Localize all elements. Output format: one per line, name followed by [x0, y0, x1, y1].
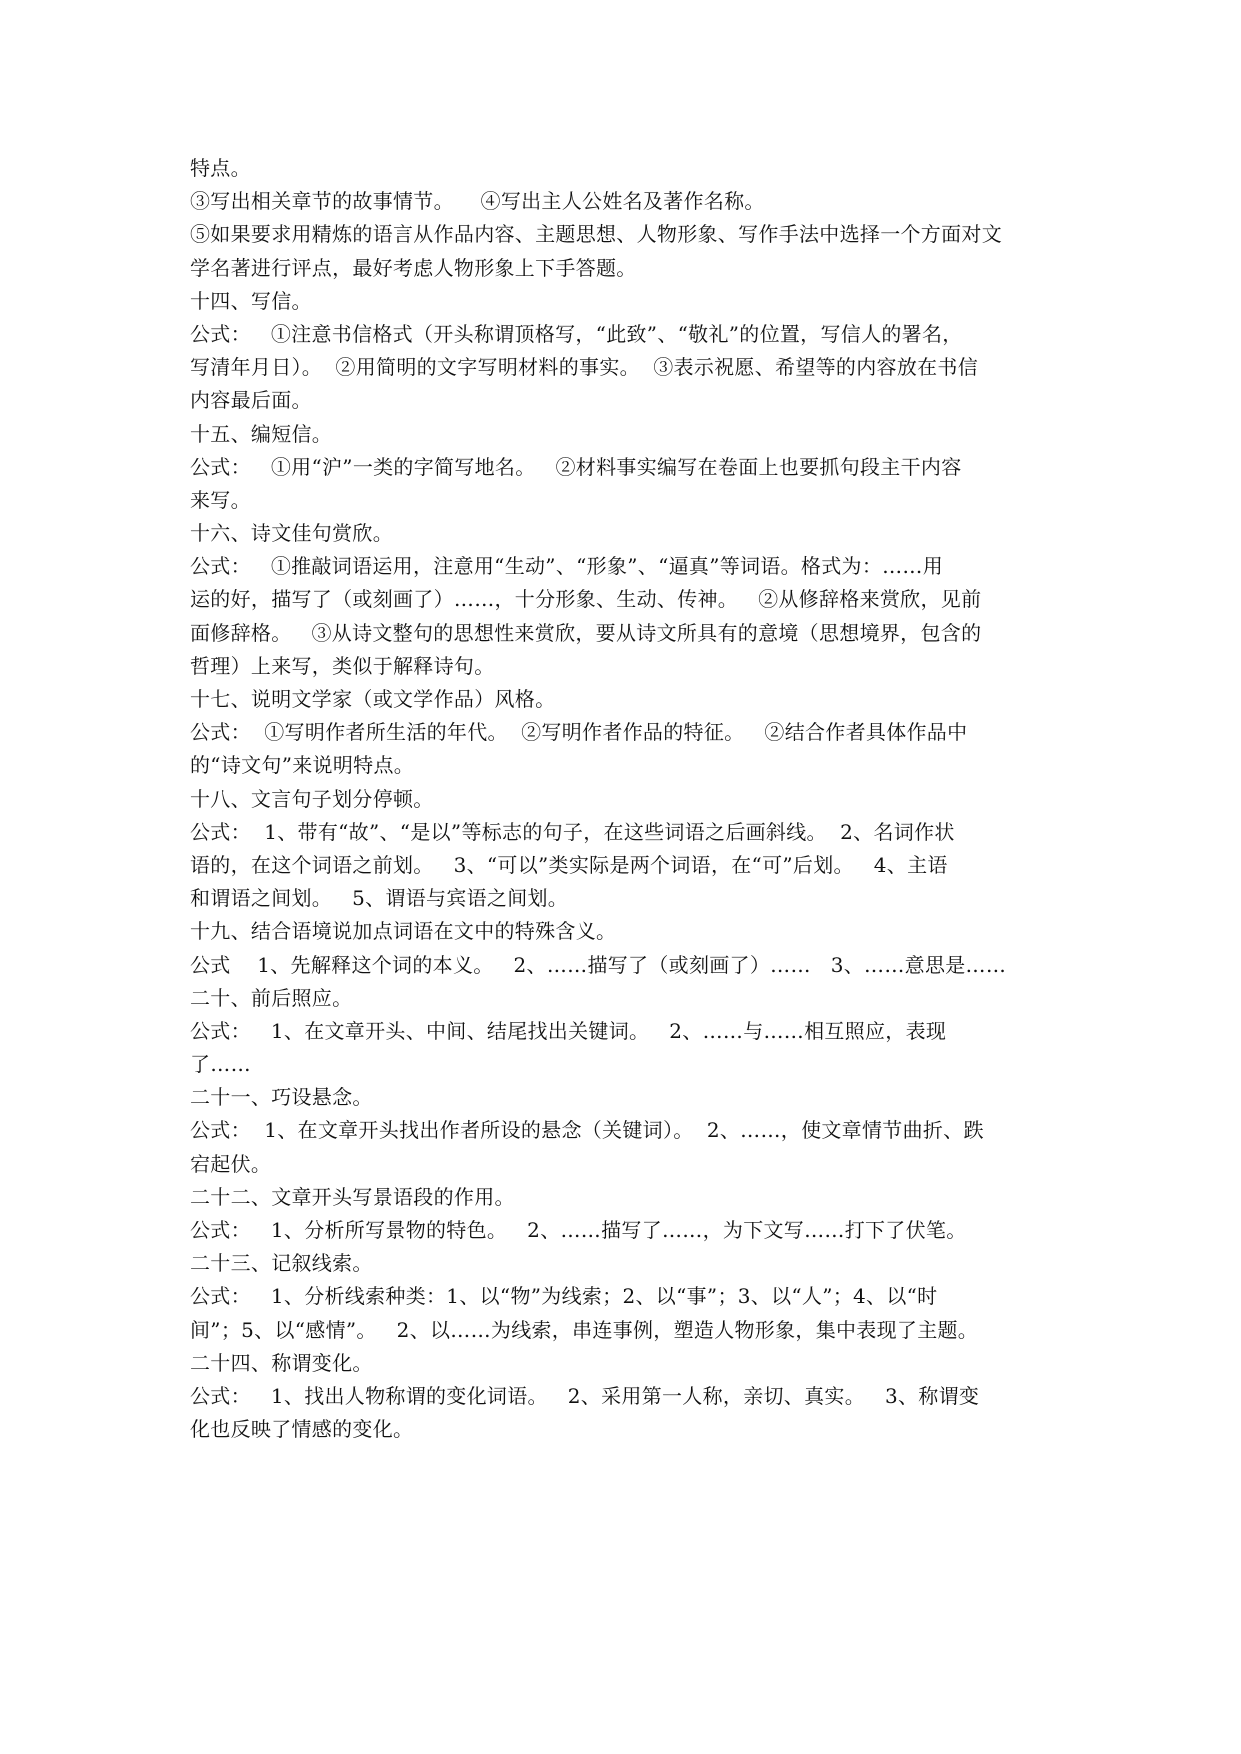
text-line: 了…… — [190, 1052, 251, 1077]
section-heading: 十五、编短信。 — [190, 421, 333, 446]
text-line: 公式： ①注意书信格式（开头称谓顶格写，“此致”、“敬礼”的位置，写信人的署名， — [190, 321, 963, 346]
text-line: 公式： 1、找出人物称谓的变化词语。 2、采用第一人称，亲切、真实。 3、称谓变 — [190, 1383, 980, 1408]
section-heading: 二十一、巧设悬念。 — [190, 1085, 373, 1110]
section-heading: 十四、写信。 — [190, 288, 312, 313]
text-line: 的“诗文句”来说明特点。 — [190, 753, 415, 778]
text-line: 间”；5、以“感情”。 2、以……为线索，串连事例，塑造人物形象，集中表现了主题。 — [190, 1317, 979, 1342]
section-heading: 二十、前后照应。 — [190, 985, 353, 1010]
text-line: 运的好，描写了（或刻画了）……，十分形象、生动、传神。 ②从修辞格来赏欣，见前 — [190, 587, 982, 612]
text-line: ③写出相关章节的故事情节。 ④写出主人公姓名及著作名称。 — [190, 189, 765, 214]
text-line: 公式： ①推敲词语运用，注意用“生动”、“形象”、“逼真”等词语。格式为：……用 — [190, 554, 944, 579]
section-heading: 十九、结合语境说加点词语在文中的特殊含义。 — [190, 919, 617, 944]
text-line: ⑤如果要求用精炼的语言从作品内容、主题思想、人物形象、写作手法中选择一个方面对文 — [190, 222, 1002, 247]
section-heading: 十八、文言句子划分停顿。 — [190, 786, 434, 811]
text-line: 特点。 — [190, 156, 251, 180]
section-heading: 二十三、记叙线索。 — [190, 1251, 373, 1276]
text-line: 公式： ①写明作者所生活的年代。 ②写明作者作品的特征。 ②结合作者具体作品中 — [190, 720, 968, 745]
text-line: 面修辞格。 ③从诗文整句的思想性来赏欣，要从诗文所具有的意境（思想境界，包含的 — [190, 620, 982, 645]
section-heading: 二十四、称谓变化。 — [190, 1350, 373, 1375]
text-line: 语的，在这个词语之前划。 3、“可以”类实际是两个词语，在“可”后划。 4、主语 — [190, 852, 948, 877]
text-line: 公式 1、先解释这个词的本义。 2、……描写了（或刻画了）…… 3、……意思是…… — [190, 952, 1007, 977]
text-line: 公式： ①用“沪”一类的字简写地名。 ②材料事实编写在卷面上也要抓句段主干内容 — [190, 454, 962, 479]
text-line: 公式： 1、在文章开头找出作者所设的悬念（关键词）。 2、……，使文章情节曲折、跌 — [190, 1118, 984, 1143]
text-line: 公式： 1、分析所写景物的特色。 2、……描写了……，为下文写……打下了伏笔。 — [190, 1218, 967, 1242]
text-line: 公式： 1、带有“故”、“是以”等标志的句子，在这些词语之后画斜线。 2、名词作状 — [190, 819, 955, 844]
text-line: 来写。 — [190, 487, 251, 512]
text-line: 化也反映了情感的变化。 — [190, 1417, 414, 1442]
document-body — [190, 152, 1070, 1446]
text-line: 宕起伏。 — [190, 1151, 272, 1176]
text-line: 公式： 1、分析线索种类：1、以“物”为线索；2、以“事”；3、以“人”；4、以“时 — [190, 1284, 938, 1309]
text-line: 写清年月日）。 ②用简明的文字写明材料的事实。 ③表示祝愿、希望等的内容放在书信 — [190, 355, 979, 380]
text-line: 哲理）上来写，类似于解释诗句。 — [190, 653, 495, 678]
text-line: 内容最后面。 — [190, 388, 312, 413]
text-line: 公式： 1、在文章开头、中间、结尾找出关键词。 2、……与……相互照应，表现 — [190, 1018, 947, 1043]
section-heading: 二十二、文章开头写景语段的作用。 — [190, 1184, 515, 1209]
text-line: 学名著进行评点，最好考虑人物形象上下手答题。 — [190, 255, 637, 280]
section-heading: 十七、说明文学家（或文学作品）风格。 — [190, 687, 556, 711]
section-heading: 十六、诗文佳句赏欣。 — [190, 521, 393, 546]
text-line: 和谓语之间划。 5、谓语与宾语之间划。 — [190, 886, 569, 911]
